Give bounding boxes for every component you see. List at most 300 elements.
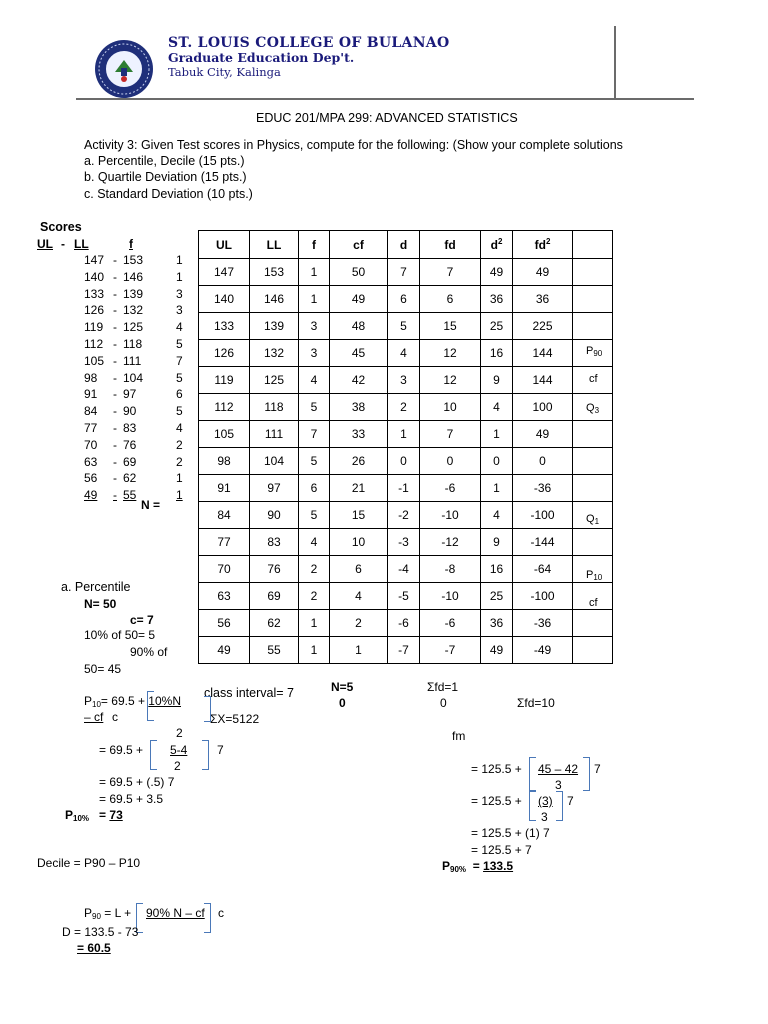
score-ll: 132: [123, 303, 144, 318]
college-city: Tabuk City, Kalinga: [168, 65, 281, 79]
cell-ll: 62: [250, 610, 299, 637]
cell-d: -7: [388, 637, 420, 664]
p10-step1-num: 5-4: [170, 743, 188, 757]
cell-d: -1: [388, 475, 420, 502]
cell-fd2: -49: [513, 637, 573, 664]
score-f: 4: [176, 320, 183, 335]
p10-result: [65, 809, 123, 823]
cell-ll: 97: [250, 475, 299, 502]
cell-fd: -12: [420, 529, 481, 556]
header-ul: UL: [199, 231, 250, 259]
cell-fd: 6: [420, 286, 481, 313]
score-ll: 76: [123, 437, 137, 452]
cell-d2: 16: [481, 340, 513, 367]
score-f: 7: [176, 353, 183, 368]
activity-item-a: a. Percentile, Decile (15 pts.): [84, 154, 245, 168]
p90-step1-den: 3: [555, 778, 562, 792]
p10-step2: = 69.5 + (.5) 7: [99, 775, 175, 789]
cell-ul: 105: [199, 421, 250, 448]
college-seal-logo: [93, 38, 155, 100]
score-ll: 97: [123, 387, 137, 402]
table-row: [199, 529, 613, 556]
score-f: 1: [176, 253, 183, 267]
score-sep: -: [113, 387, 117, 402]
fm-label: fm: [452, 729, 466, 743]
score-row: [0, 404, 200, 418]
cell-d: 5: [388, 313, 420, 340]
score-ul: 147: [84, 253, 105, 267]
cell-d2: 4: [481, 394, 513, 421]
header-cf: cf: [330, 231, 388, 259]
p90-step1-num: 45 – 42: [538, 762, 579, 776]
cell-d2: 1: [481, 421, 513, 448]
note-p10-base: P: [586, 569, 594, 581]
p10-result-value: 73: [109, 808, 123, 822]
p90-step1-c: 7: [594, 762, 601, 776]
p90-step2-c: 7: [567, 794, 574, 808]
cell-fd: 7: [420, 421, 481, 448]
note-q3-base: Q: [586, 402, 595, 414]
cell-d: 7: [388, 259, 420, 286]
table-row: [199, 394, 613, 421]
cell-f: 7: [299, 421, 330, 448]
cell-d2: 0: [481, 448, 513, 475]
table-row: [199, 448, 613, 475]
cell-fd2: 144: [513, 367, 573, 394]
score-ll: 146: [123, 269, 144, 284]
score-ul: 63: [84, 454, 98, 469]
sum-fd-line2: 0: [440, 696, 447, 710]
department-name: Graduate Education Dep't.: [168, 50, 355, 65]
p10-step1-brace-left: [150, 740, 157, 770]
percentile-ninety-a: 90% of: [130, 645, 168, 659]
percentile-ninety-b: 50= 45: [84, 662, 122, 676]
cell-fd2: 100: [513, 394, 573, 421]
score-sep: -: [113, 421, 117, 435]
cell-cf: 38: [330, 394, 388, 421]
cell-cf: 6: [330, 556, 388, 583]
p90-step3: = 125.5 + (1) 7: [471, 826, 550, 840]
cell-fd: -7: [420, 637, 481, 664]
table-row: [199, 637, 613, 664]
cell-notes: [573, 637, 613, 664]
cell-d2: 49: [481, 637, 513, 664]
scores-n-label: N =: [141, 498, 161, 512]
score-ul: 56: [84, 471, 98, 486]
score-sep: -: [113, 454, 117, 469]
score-f: 1: [176, 269, 183, 284]
cell-cf: 10: [330, 529, 388, 556]
total-n-line1: N=5: [331, 680, 354, 694]
cell-ll: 104: [250, 448, 299, 475]
cell-f: 3: [299, 340, 330, 367]
scores-header-ll: LL: [74, 237, 89, 251]
decile-d: D = 133.5 - 73: [62, 925, 139, 939]
cell-fd: 0: [420, 448, 481, 475]
p90-step1-brace-right: [583, 757, 590, 791]
cell-d2: 4: [481, 502, 513, 529]
p10-formula-two: 2: [176, 726, 183, 740]
score-row: [0, 337, 200, 351]
table-row: [199, 259, 613, 286]
header-fd: fd: [420, 231, 481, 259]
header-fd2-sup: 2: [545, 237, 551, 246]
score-f: 3: [176, 303, 183, 318]
cell-cf: 50: [330, 259, 388, 286]
score-ul: 119: [84, 320, 104, 335]
note-p90: [586, 345, 602, 358]
cell-d: -4: [388, 556, 420, 583]
cell-d: 0: [388, 448, 420, 475]
note-q3: [586, 402, 599, 415]
cell-cf: 2: [330, 610, 388, 637]
decile-p90-eq: = L +: [104, 906, 132, 920]
note-cf-2: cf: [589, 597, 598, 609]
decile-p90-sub: 90: [92, 912, 101, 921]
cell-fd2: -100: [513, 502, 573, 529]
score-ul: 112: [84, 337, 104, 351]
cell-d2: 9: [481, 367, 513, 394]
score-sep: -: [113, 320, 117, 335]
cell-ul: 133: [199, 313, 250, 340]
cell-ul: 126: [199, 340, 250, 367]
cell-ul: 112: [199, 394, 250, 421]
cell-fd2: -36: [513, 610, 573, 637]
table-row: [199, 610, 613, 637]
note-q1-base: Q: [586, 513, 595, 525]
score-sep: -: [113, 404, 117, 419]
cell-fd: -10: [420, 583, 481, 610]
score-ul: 140: [84, 269, 105, 284]
course-title: EDUC 201/MPA 299: ADVANCED STATISTICS: [256, 111, 518, 125]
score-row: [0, 354, 200, 368]
cell-ul: 98: [199, 448, 250, 475]
table-row: [199, 286, 613, 313]
cell-notes: [573, 313, 613, 340]
cell-ul: 56: [199, 610, 250, 637]
decile-p90-formula: [84, 907, 131, 921]
cell-ul: 77: [199, 529, 250, 556]
score-sep: -: [113, 488, 117, 503]
cell-f: 6: [299, 475, 330, 502]
score-f: 3: [176, 286, 183, 301]
cell-f: 5: [299, 394, 330, 421]
cell-notes: [573, 610, 613, 637]
cell-d: 6: [388, 286, 420, 313]
score-sep: -: [113, 353, 117, 368]
p10-step1-brace-right: [202, 740, 209, 770]
p90-step2-brace-right: [556, 791, 563, 821]
cell-ll: 90: [250, 502, 299, 529]
cell-ul: 84: [199, 502, 250, 529]
cell-fd: -6: [420, 475, 481, 502]
cell-d2: 1: [481, 475, 513, 502]
cell-ll: 132: [250, 340, 299, 367]
cell-ul: 147: [199, 259, 250, 286]
cell-fd2: -36: [513, 475, 573, 502]
score-sep: -: [113, 471, 117, 486]
cell-cf: 33: [330, 421, 388, 448]
frequency-table: [198, 230, 613, 664]
cell-fd2: 49: [513, 259, 573, 286]
score-row: [0, 371, 200, 385]
cell-ll: 139: [250, 313, 299, 340]
cell-fd: -8: [420, 556, 481, 583]
score-ul: 70: [84, 437, 98, 452]
cell-notes: [573, 475, 613, 502]
cell-cf: 42: [330, 367, 388, 394]
score-row: [0, 488, 200, 502]
cell-fd: 15: [420, 313, 481, 340]
percentile-c: c= 7: [130, 613, 154, 627]
score-row: [0, 421, 200, 435]
cell-fd: 7: [420, 259, 481, 286]
cell-cf: 49: [330, 286, 388, 313]
score-ul: 133: [84, 286, 105, 301]
cell-fd2: 49: [513, 421, 573, 448]
cell-f: 4: [299, 367, 330, 394]
score-f: 1: [176, 471, 183, 486]
score-f: 5: [176, 404, 183, 419]
percentile-label: a. Percentile: [61, 580, 131, 594]
table-row: [199, 502, 613, 529]
header-notes: [573, 231, 613, 259]
cell-ul: 49: [199, 637, 250, 664]
cell-d2: 49: [481, 259, 513, 286]
note-p10: [586, 569, 602, 582]
cell-cf: 21: [330, 475, 388, 502]
cell-ll: 83: [250, 529, 299, 556]
decile-p90-c: c: [218, 906, 224, 920]
p90-step2-a: = 125.5 +: [471, 794, 522, 808]
sum-fd-second: Σfd=10: [517, 696, 555, 710]
p10-formula-eq: = 69.5 +: [100, 694, 149, 708]
p10-result-base: P: [65, 808, 74, 822]
score-sep: -: [113, 437, 117, 452]
cell-notes: [573, 421, 613, 448]
cell-notes: [573, 259, 613, 286]
p90-step1-a: = 125.5 +: [471, 762, 522, 776]
cell-cf: 1: [330, 637, 388, 664]
score-f: 5: [176, 337, 183, 351]
p90-step2-brace-left: [529, 791, 536, 821]
total-n-line2: 0: [339, 696, 346, 710]
p10-brace-right: [204, 696, 211, 722]
decile-p90-frac: 90% N – cf: [146, 906, 205, 920]
table-row: [199, 556, 613, 583]
score-sep: -: [113, 286, 117, 301]
p10-formula-c: c: [112, 710, 118, 724]
note-p90-base: P: [586, 345, 594, 357]
cell-ll: 76: [250, 556, 299, 583]
score-row: [0, 471, 200, 485]
cell-notes: [573, 448, 613, 475]
cell-f: 3: [299, 313, 330, 340]
score-ll: 83: [123, 421, 137, 435]
cell-fd2: -144: [513, 529, 573, 556]
cell-d: 1: [388, 421, 420, 448]
score-ul: 77: [84, 421, 98, 435]
cell-d: 3: [388, 367, 420, 394]
p10-step3: = 69.5 + 3.5: [99, 792, 164, 806]
score-row: [0, 455, 200, 469]
score-ul: 49: [84, 488, 98, 503]
cell-fd2: 0: [513, 448, 573, 475]
cell-ll: 118: [250, 394, 299, 421]
p10-formula-den: – cf: [84, 710, 104, 724]
cell-ll: 111: [250, 421, 299, 448]
scores-header-dash: -: [61, 237, 65, 251]
cell-ul: 91: [199, 475, 250, 502]
cell-d: -5: [388, 583, 420, 610]
class-interval: class interval= 7: [204, 686, 294, 700]
scores-header-ul: UL: [37, 237, 53, 251]
cell-d: -3: [388, 529, 420, 556]
sum-fd-line1: Σfd=1: [427, 680, 459, 694]
score-ul: 84: [84, 404, 98, 419]
cell-d2: 9: [481, 529, 513, 556]
cell-ul: 140: [199, 286, 250, 313]
header-d: d: [388, 231, 420, 259]
cell-fd: 12: [420, 340, 481, 367]
score-f: 1: [176, 488, 183, 503]
header-vertical-rule: [614, 26, 616, 98]
table-row: [199, 475, 613, 502]
cell-ul: 119: [199, 367, 250, 394]
header-fd2-base: fd: [534, 238, 546, 252]
cell-f: 2: [299, 583, 330, 610]
activity-item-c: c. Standard Deviation (10 pts.): [84, 187, 253, 201]
cell-ll: 125: [250, 367, 299, 394]
cell-fd2: 225: [513, 313, 573, 340]
score-sep: -: [113, 303, 117, 318]
score-f: 2: [176, 454, 183, 469]
p90-result-base: P: [442, 859, 451, 873]
score-row: [0, 303, 200, 317]
p10-step1-den: 2: [174, 759, 181, 773]
p10-result-sub: 10%: [73, 814, 90, 823]
score-row: [0, 287, 200, 301]
header-f: f: [299, 231, 330, 259]
p10-formula: [84, 695, 181, 709]
score-ll: 69: [123, 454, 137, 469]
p90-result-eq: =: [472, 859, 484, 873]
decile-brace-right: [204, 903, 211, 933]
score-ul: 126: [84, 303, 105, 318]
cell-d: 4: [388, 340, 420, 367]
score-sep: -: [113, 337, 117, 351]
score-ul: 91: [84, 387, 98, 402]
score-ll: 90: [123, 404, 137, 419]
cell-ll: 69: [250, 583, 299, 610]
header-d2-sup: 2: [497, 237, 503, 246]
score-ul: 98: [84, 370, 98, 385]
cell-f: 5: [299, 448, 330, 475]
p10-formula-sub: 10: [92, 700, 101, 709]
cell-cf: 45: [330, 340, 388, 367]
header-horizontal-rule: [76, 98, 694, 100]
percentile-n: N= 50: [84, 597, 117, 611]
scores-title: Scores: [40, 220, 82, 234]
cell-notes: [573, 286, 613, 313]
score-ll: 139: [123, 286, 144, 301]
cell-d2: 16: [481, 556, 513, 583]
header-fd2: [513, 231, 573, 259]
sum-x: ΣX=5122: [210, 712, 260, 726]
cell-fd2: 144: [513, 340, 573, 367]
cell-d2: 36: [481, 610, 513, 637]
p90-step1-brace-left: [529, 757, 536, 791]
score-ll: 118: [123, 337, 143, 351]
cell-fd: 10: [420, 394, 481, 421]
cell-cf: 15: [330, 502, 388, 529]
score-ll: 153: [123, 253, 144, 267]
cell-d: -6: [388, 610, 420, 637]
p90-result-value: 133.5: [483, 859, 514, 873]
score-row: [0, 387, 200, 401]
cell-fd2: 36: [513, 286, 573, 313]
p10-step1: [99, 744, 143, 756]
note-q1: [586, 513, 599, 526]
note-p90-sub: 90: [593, 349, 603, 358]
note-cf-1: cf: [589, 373, 598, 385]
cell-cf: 26: [330, 448, 388, 475]
score-row: [0, 253, 200, 267]
cell-cf: 48: [330, 313, 388, 340]
cell-ll: 153: [250, 259, 299, 286]
cell-fd: -10: [420, 502, 481, 529]
score-row: [0, 270, 200, 284]
p90-result: [442, 860, 513, 874]
cell-cf: 4: [330, 583, 388, 610]
cell-ul: 70: [199, 556, 250, 583]
activity-item-b: b. Quartile Deviation (15 pts.): [84, 170, 247, 184]
cell-f: 4: [299, 529, 330, 556]
cell-fd: 12: [420, 367, 481, 394]
cell-ll: 146: [250, 286, 299, 313]
p10-brace-left: [147, 691, 154, 721]
p90-step2-den: 3: [541, 810, 548, 824]
score-sep: -: [113, 370, 117, 385]
cell-d2: 25: [481, 583, 513, 610]
p90-result-sub: 90%: [450, 865, 467, 874]
header-ll: LL: [250, 231, 299, 259]
score-row: [0, 438, 200, 452]
score-sep: -: [113, 253, 117, 267]
score-f: 6: [176, 387, 183, 402]
decile-p90-base: P: [84, 906, 93, 920]
cell-fd2: -100: [513, 583, 573, 610]
table-row: [199, 421, 613, 448]
decile-result: = 60.5: [77, 941, 111, 955]
score-ll: 111: [123, 353, 142, 368]
score-f: 4: [176, 421, 183, 435]
p10-formula-num: 10%N: [148, 694, 181, 708]
cell-f: 1: [299, 610, 330, 637]
cell-d: -2: [388, 502, 420, 529]
cell-f: 2: [299, 556, 330, 583]
college-name: ST. LOUIS COLLEGE OF BULANAO: [168, 35, 450, 51]
p10-step1-a: = 69.5 +: [99, 743, 144, 757]
p90-step4: = 125.5 + 7: [471, 843, 532, 857]
cell-fd2: -64: [513, 556, 573, 583]
p10-formula-base: P: [84, 694, 93, 708]
cell-f: 1: [299, 259, 330, 286]
score-ll: 104: [123, 370, 144, 385]
header-d2: [481, 231, 513, 259]
score-f: 2: [176, 437, 183, 452]
score-sep: -: [113, 269, 117, 284]
